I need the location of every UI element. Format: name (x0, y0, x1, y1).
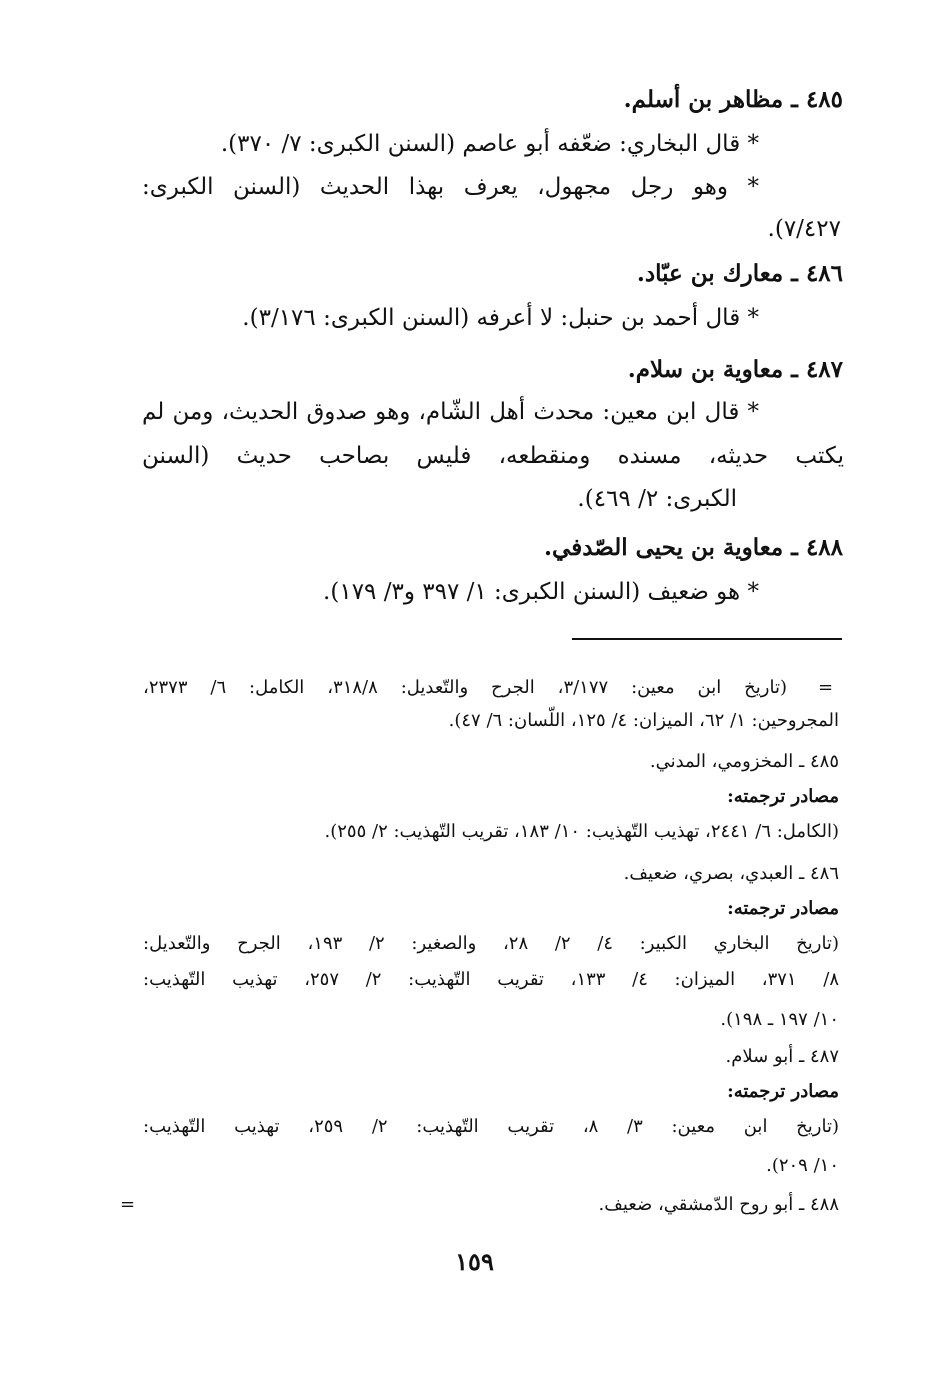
footnote-continued-sources-2: المجروحين: ١/ ٦٢، الميزان: ٤/ ١٢٥، اللّسان: ٦/ ٤٧). (448, 710, 839, 731)
entry-485-heading: ٤٨٥ ـ مظاهر بن أسلم. (623, 86, 843, 113)
entry-487-heading: ٤٨٧ ـ معاوية بن سلام. (627, 356, 843, 383)
footnote-continuation-marker: = (818, 677, 834, 698)
footnote-485-sources-label: مصادر ترجمته: (727, 786, 839, 807)
entry-488-heading: ٤٨٨ ـ معاوية بن يحيى الصّدفي. (544, 534, 843, 561)
footnote-487-heading: ٤٨٧ ـ أبو سلام. (725, 1046, 839, 1067)
footnote-487-sources-1: (تاريخ ابن معين: ٣/ ٨، تقريب التّهذيب: ٢/ ٢٥٩، تهذيب التّهذيب: (143, 1116, 839, 1137)
entry-485-quote-1: * قال البخاري: ضعّفه أبو عاصم (السنن الكبرى: ٧/ ٣٧٠). (220, 131, 759, 157)
footnote-486-sources-label: مصادر ترجمته: (727, 898, 839, 919)
entry-486-heading: ٤٨٦ ـ معارك بن عبّاد. (636, 260, 843, 287)
footnote-487-sources-2: ١٠/ ٢٠٩). (766, 1155, 839, 1176)
footnote-485-heading: ٤٨٥ ـ المخزومي، المدني. (649, 751, 839, 772)
footnote-486-heading: ٤٨٦ ـ العبدي، بصري، ضعيف. (623, 863, 839, 884)
page-number: ١٥٩ (455, 1247, 494, 1276)
footnote-continued-sources-1: (تاريخ ابن معين: ٣/١٧٧، الجرح والتّعديل: ٣١٨/٨، الكامل: ٦/ ٢٣٧٣، (143, 677, 787, 698)
footnote-488-heading: ٤٨٨ ـ أبو روح الدّمشقي، ضعيف. (598, 1194, 839, 1215)
footnote-485-sources: (الكامل: ٦/ ٢٤٤١، تهذيب التّهذيب: ١٠/ ١٨٣، تقريب التّهذيب: ٢/ ٢٥٥). (324, 821, 839, 842)
entry-485-quote-2: * وهو رجل مجهول، يعرف بهذا الحديث (السنن الكبرى: (142, 174, 759, 200)
footnote-trailing-marker: = (120, 1194, 136, 1215)
footnote-divider (572, 638, 842, 640)
entry-488-quote-1: * هو ضعيف (السنن الكبرى: ١/ ٣٩٧ و٣/ ١٧٩). (323, 579, 759, 605)
entry-485-quote-2-cont: ٧/٤٢٧). (767, 216, 841, 242)
entry-487-quote-1-cont-2: الكبرى: ٢/ ٤٦٩). (577, 486, 737, 512)
footnote-486-sources-3: ١٠/ ١٩٧ ـ ١٩٨). (720, 1009, 839, 1030)
entry-487-quote-1-cont-1: يكتب حديثه، مسنده ومنقطعه، فليس بصاحب حديث (السنن (142, 443, 844, 469)
entry-487-quote-1: * قال ابن معين: محدث أهل الشّام، وهو صدوق الحديث، ومن لم (142, 399, 759, 425)
footnote-486-sources-2: ٨/ ٣٧١، الميزان: ٤/ ١٣٣، تقريب التّهذيب: ٢/ ٢٥٧، تهذيب التّهذيب: (143, 969, 839, 990)
entry-486-quote-1: * قال أحمد بن حنبل: لا أعرفه (السنن الكبرى: ٣/١٧٦). (242, 305, 759, 331)
footnote-487-sources-label: مصادر ترجمته: (727, 1081, 839, 1102)
footnote-486-sources-1: (تاريخ البخاري الكبير: ٤/ ٢/ ٢٨، والصغير: ٢/ ١٩٣، الجرح والتّعديل: (143, 933, 839, 954)
